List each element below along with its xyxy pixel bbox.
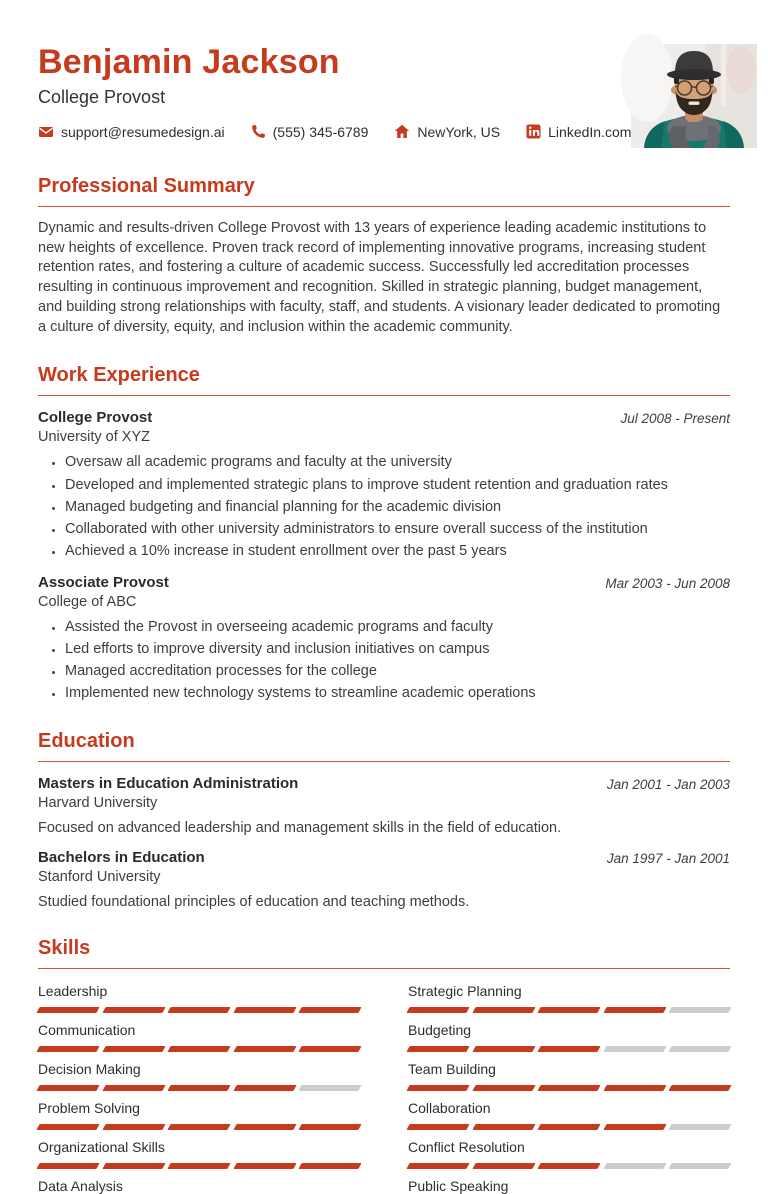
section-work-experience bbox=[38, 364, 730, 703]
skill-label: Organizational Skills bbox=[38, 1139, 165, 1155]
skill-label: Decision Making bbox=[38, 1061, 141, 1077]
skill-bar-segment bbox=[168, 1124, 231, 1130]
skill-bar-segment bbox=[168, 1046, 231, 1052]
experience-job-title: Associate Provost bbox=[38, 573, 169, 591]
skill-label: Collaboration bbox=[408, 1100, 491, 1116]
skill-label: Conflict Resolution bbox=[408, 1139, 525, 1155]
skill-bar bbox=[38, 1085, 360, 1091]
skill-bar-segment bbox=[603, 1007, 666, 1013]
skill-item bbox=[408, 1177, 730, 1194]
skill-bar-segment bbox=[36, 1124, 99, 1130]
skill-bar-segment bbox=[299, 1085, 362, 1091]
skill-bar-segment bbox=[233, 1085, 296, 1091]
experience-heading: Work Experience bbox=[38, 364, 730, 396]
skill-bar-segment bbox=[299, 1124, 362, 1130]
skill-bar-segment bbox=[472, 1046, 535, 1052]
skill-bar-segment bbox=[472, 1163, 535, 1169]
skill-bar-segment bbox=[233, 1007, 296, 1013]
skill-bar-segment bbox=[603, 1085, 666, 1091]
skill-item bbox=[408, 1138, 730, 1169]
contact-linkedin[interactable] bbox=[526, 124, 631, 140]
bullet-item: • Collaborated with other university administrators to ensure overall success of the institution bbox=[65, 521, 730, 539]
skill-item bbox=[38, 982, 360, 1013]
section-professional-summary bbox=[38, 175, 730, 337]
skill-bar-segment bbox=[472, 1085, 535, 1091]
experience-entry bbox=[38, 574, 730, 703]
skill-bar-segment bbox=[233, 1163, 296, 1169]
skill-item bbox=[38, 1060, 360, 1091]
section-education bbox=[38, 730, 730, 910]
skill-bar-segment bbox=[102, 1163, 165, 1169]
skill-bar-segment bbox=[538, 1046, 601, 1052]
education-entry-head bbox=[38, 849, 730, 885]
skill-label: Team Building bbox=[408, 1061, 496, 1077]
education-school: Stanford University bbox=[38, 869, 161, 885]
education-heading: Education bbox=[38, 730, 730, 762]
email-icon bbox=[38, 124, 54, 140]
skill-bar bbox=[38, 1163, 360, 1169]
header-identity bbox=[38, 44, 631, 140]
skill-bar-segment bbox=[102, 1124, 165, 1130]
skill-item bbox=[38, 1021, 360, 1052]
education-entry bbox=[38, 775, 730, 836]
skill-bar-segment bbox=[233, 1046, 296, 1052]
education-dates: Jan 2001 - Jan 2003 bbox=[606, 777, 730, 792]
bullet-item: • Managed accreditation processes for the college bbox=[65, 663, 730, 681]
contact-email[interactable] bbox=[38, 124, 225, 140]
skill-item bbox=[408, 1060, 730, 1091]
skill-item bbox=[408, 982, 730, 1013]
education-degree: Masters in Education Administration bbox=[38, 775, 299, 792]
skill-item bbox=[408, 1099, 730, 1130]
resume-header bbox=[38, 44, 730, 148]
skill-bar-segment bbox=[233, 1124, 296, 1130]
skill-label: Strategic Planning bbox=[408, 983, 522, 999]
education-entry bbox=[38, 849, 730, 910]
skill-bar-segment bbox=[669, 1007, 732, 1013]
skill-bar bbox=[408, 1046, 730, 1052]
bullet-item: • Led efforts to improve diversity and inclusion initiatives on campus bbox=[65, 641, 730, 659]
skills-heading: Skills bbox=[38, 937, 730, 969]
education-degree: Bachelors in Education bbox=[38, 849, 205, 866]
experience-organization: College of ABC bbox=[38, 593, 137, 610]
education-school: Harvard University bbox=[38, 795, 158, 811]
skill-bar bbox=[38, 1124, 360, 1130]
education-description: Studied foundational principles of education and teaching methods. bbox=[38, 894, 470, 910]
section-skills bbox=[38, 937, 730, 1194]
contact-phone bbox=[251, 124, 369, 140]
skill-bar-segment bbox=[669, 1046, 732, 1052]
experience-organization: University of XYZ bbox=[38, 429, 150, 446]
skill-bar-segment bbox=[538, 1085, 601, 1091]
skill-bar-segment bbox=[36, 1163, 99, 1169]
skill-bar-segment bbox=[36, 1046, 99, 1052]
skill-item bbox=[408, 1021, 730, 1052]
skill-bar-segment bbox=[168, 1085, 231, 1091]
experience-bullet-list bbox=[38, 454, 730, 560]
skill-bar bbox=[408, 1007, 730, 1013]
skill-bar-segment bbox=[406, 1046, 469, 1052]
experience-entry bbox=[38, 409, 730, 560]
skill-bar-segment bbox=[669, 1124, 732, 1130]
education-entry-head bbox=[38, 775, 730, 811]
skill-bar-segment bbox=[472, 1007, 535, 1013]
skill-bar bbox=[408, 1085, 730, 1091]
skill-bar-segment bbox=[299, 1163, 362, 1169]
education-dates: Jan 1997 - Jan 2001 bbox=[606, 851, 730, 866]
person-job-title: College Provost bbox=[38, 86, 166, 107]
skill-bar-segment bbox=[406, 1007, 469, 1013]
contact-phone-text: (555) 345-6789 bbox=[272, 123, 369, 140]
summary-heading: Professional Summary bbox=[38, 175, 730, 207]
contact-row bbox=[38, 124, 631, 140]
skill-label: Public Speaking bbox=[408, 1178, 509, 1194]
skill-bar-segment bbox=[102, 1007, 165, 1013]
skill-bar-segment bbox=[406, 1163, 469, 1169]
skill-bar-segment bbox=[299, 1046, 362, 1052]
experience-entry-head bbox=[38, 409, 730, 445]
home-icon bbox=[394, 124, 410, 139]
skill-bar-segment bbox=[669, 1085, 732, 1091]
bullet-item: • Managed budgeting and financial planning for the academic division bbox=[65, 499, 730, 517]
bullet-item: • Implemented new technology systems to streamline academic operations bbox=[65, 685, 730, 703]
skill-item bbox=[38, 1138, 360, 1169]
experience-dates: Jul 2008 - Present bbox=[620, 411, 730, 427]
skill-label: Leadership bbox=[38, 983, 108, 999]
skill-bar-segment bbox=[168, 1007, 231, 1013]
skill-bar-segment bbox=[102, 1046, 165, 1052]
skill-bar-segment bbox=[168, 1163, 231, 1169]
skills-grid bbox=[38, 982, 730, 1194]
contact-email-text: support@resumedesign.ai bbox=[61, 123, 225, 140]
linkedin-icon bbox=[526, 124, 541, 139]
skill-label: Data Analysis bbox=[38, 1178, 123, 1194]
skill-bar bbox=[408, 1124, 730, 1130]
bullet-item: • Assisted the Provost in overseeing academic programs and faculty bbox=[65, 619, 730, 637]
bullet-item: • Achieved a 10% increase in student enrollment over the past 5 years bbox=[65, 543, 730, 561]
skill-bar-segment bbox=[406, 1085, 469, 1091]
skill-bar-segment bbox=[102, 1085, 165, 1091]
contact-linkedin-text: LinkedIn.com bbox=[548, 123, 632, 140]
skill-item bbox=[38, 1099, 360, 1130]
person-name: Benjamin Jackson bbox=[38, 43, 340, 81]
experience-entry-head bbox=[38, 574, 730, 610]
phone-icon bbox=[251, 124, 266, 139]
bullet-item: • Developed and implemented strategic plans to improve student retention and graduation rates bbox=[65, 477, 730, 495]
education-description: Focused on advanced leadership and management skills in the field of education. bbox=[38, 820, 562, 836]
experience-bullet-list bbox=[38, 619, 730, 703]
skill-bar-segment bbox=[472, 1124, 535, 1130]
profile-photo bbox=[631, 44, 757, 148]
experience-job-title: College Provost bbox=[38, 409, 153, 427]
skill-bar-segment bbox=[299, 1007, 362, 1013]
skill-bar-segment bbox=[538, 1124, 601, 1130]
summary-text: Dynamic and results-driven College Provost with 13 years of experience leading academic institutions to new heights of excellence. Proven track record of implementing innovative programs, increasing student retention rates, and fostering a culture of academic success. Successfully led accreditation processes resulting in continuous improvement and recognition. Skilled in strategic planning, budget management, and building strong relationships with faculty, staff, and students. A visionary leader dedicated to promoting a culture of diversity, equity, and inclusion within the academic community. bbox=[38, 220, 721, 335]
skill-bar bbox=[38, 1007, 360, 1013]
skill-item bbox=[38, 1177, 360, 1194]
skill-bar-segment bbox=[603, 1163, 666, 1169]
skill-bar bbox=[408, 1163, 730, 1169]
skill-bar-segment bbox=[603, 1124, 666, 1130]
skill-bar-segment bbox=[36, 1085, 99, 1091]
experience-dates: Mar 2003 - Jun 2008 bbox=[605, 575, 730, 591]
skill-label: Communication bbox=[38, 1022, 136, 1038]
skill-bar-segment bbox=[538, 1007, 601, 1013]
skill-bar-segment bbox=[36, 1007, 99, 1013]
skill-label: Budgeting bbox=[408, 1022, 472, 1038]
skill-bar-segment bbox=[669, 1163, 732, 1169]
skill-bar-segment bbox=[406, 1124, 469, 1130]
skill-bar-segment bbox=[538, 1163, 601, 1169]
contact-location-text: NewYork, US bbox=[417, 123, 501, 140]
bullet-item: • Oversaw all academic programs and faculty at the university bbox=[65, 454, 730, 472]
skill-bar-segment bbox=[603, 1046, 666, 1052]
skill-label: Problem Solving bbox=[38, 1100, 140, 1116]
skill-bar bbox=[38, 1046, 360, 1052]
contact-location bbox=[394, 124, 500, 140]
